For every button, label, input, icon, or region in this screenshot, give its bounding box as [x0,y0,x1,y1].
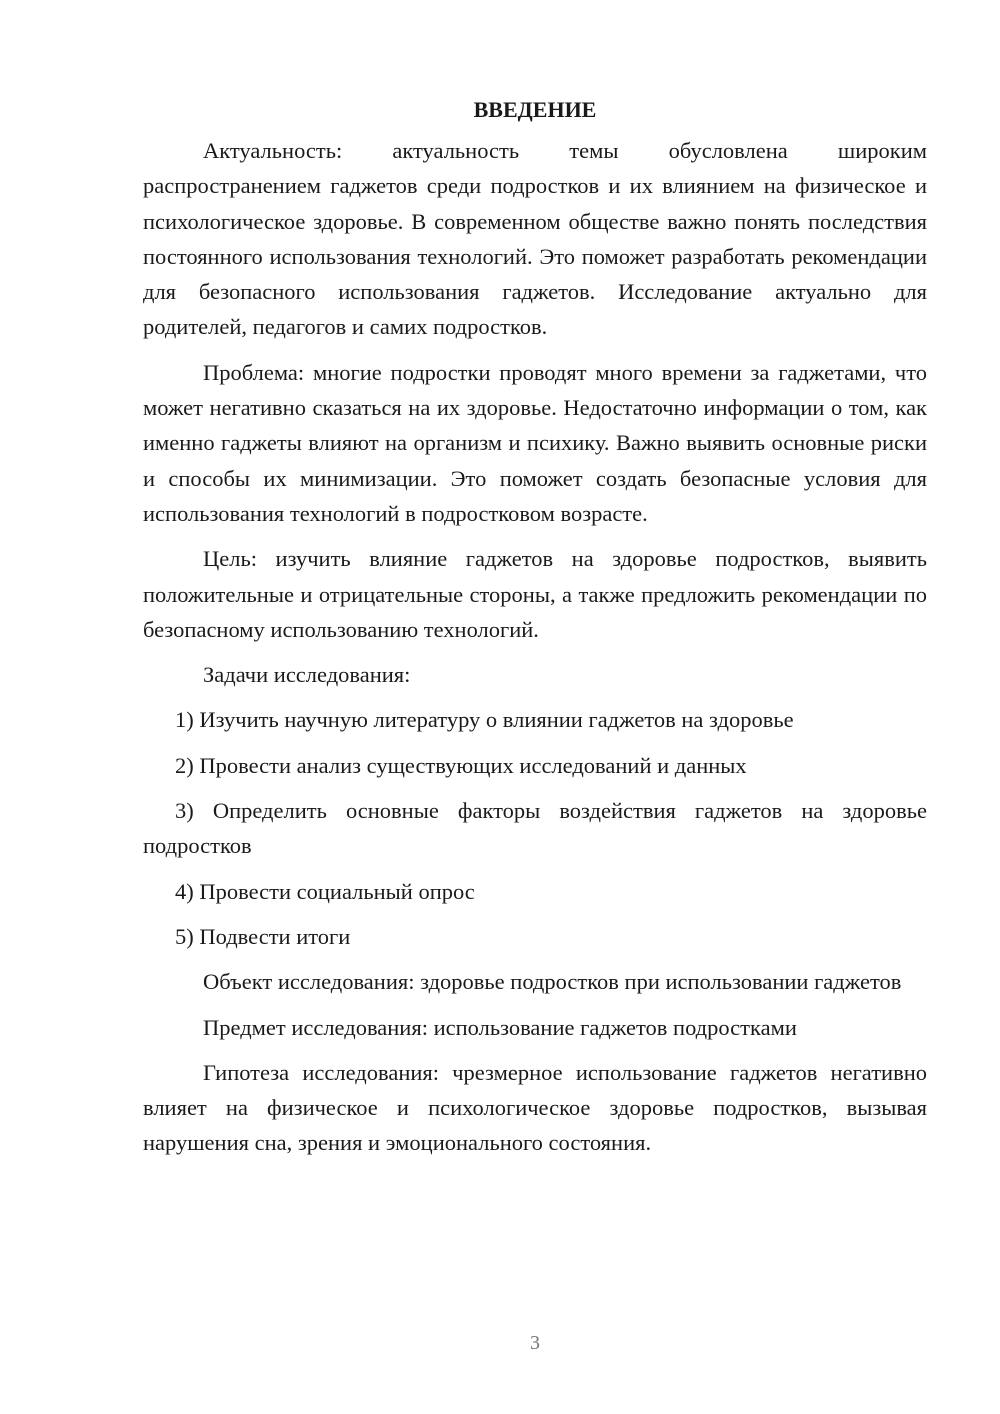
relevance-paragraph: Актуальность: актуальность темы обусловлена широким распространением гаджетов среди подростков и их влиянием на физическое и психологическое здоровье. В современном обществе важно понять последствия постоянного использования технологий. Это поможет разработать рекомендации для безопасного использования гаджетов. Исследование актуально для родителей, педагогов и самих подростков. [143,138,927,340]
task-item: 2) Провести анализ существующих исследований и данных [175,752,747,778]
task-item: 1) Изучить научную литературу о влиянии гаджетов на здоровье [175,707,794,733]
object-paragraph: Объект исследования: здоровье подростков при использовании гаджетов [203,969,902,995]
task-item: 5) Подвести итоги [175,923,351,949]
subject-paragraph: Предмет исследования: использование гаджетов подростками [203,1014,797,1040]
task-item: 4) Провести социальный опрос [175,878,475,904]
problem-paragraph: Проблема: многие подростки проводят много времени за гаджетами, что может негативно сказаться на их здоровье. Недостаточно информации о том, как именно гаджеты влияют на организм и психику. Важно выявить основные риски и способы их минимизации. Это поможет создать безопасные условия для использования технологий в подростковом возрасте. [143,359,927,526]
document-title: ВВЕДЕНИЕ [473,97,597,122]
page-number: 3 [530,1332,540,1354]
hypothesis-paragraph: Гипотеза исследования: чрезмерное использование гаджетов негативно влияет на физическое и психологическое здоровье подростков, вызывая нарушения сна, зрения и эмоционального состояния. [143,1059,927,1156]
task-item: 3) Определить основные факторы воздействия гаджетов на здоровье подростков [143,798,927,859]
document-page [143,92,927,1161]
goal-paragraph: Цель: изучить влияние гаджетов на здоровье подростков, выявить положительные и отрицательные стороны, а также предложить рекомендации по безопасному использованию технологий. [143,546,927,642]
tasks-heading: Задачи исследования: [203,662,411,688]
tasks-list [143,702,927,954]
